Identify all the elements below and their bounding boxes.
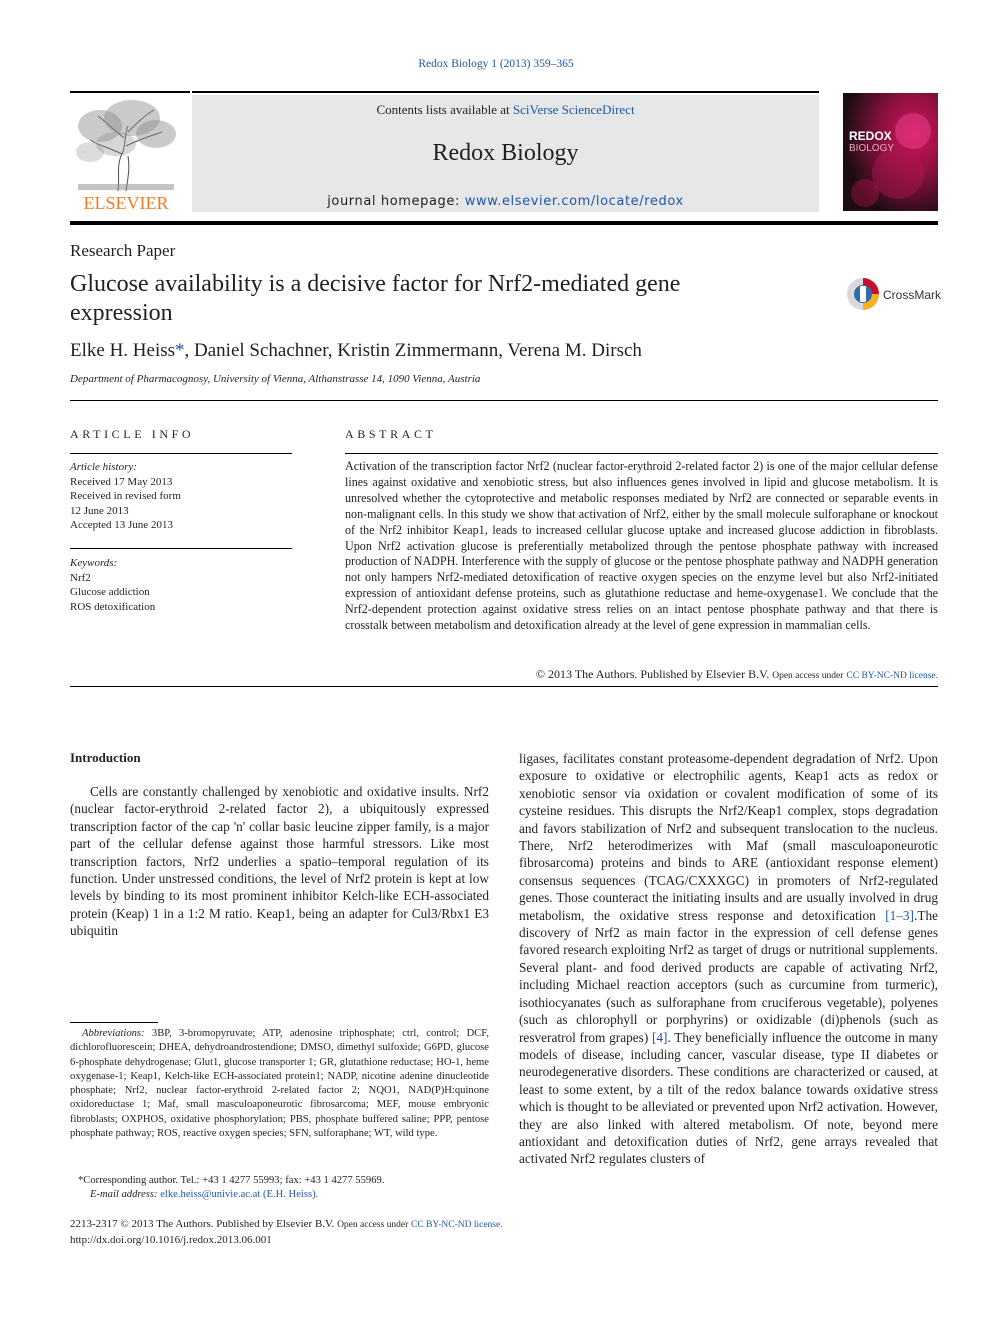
journal-citation[interactable]: Redox Biology 1 (2013) 359–365 [418,58,574,70]
keyword: ROS detoxification [70,600,156,613]
header-top-rule [70,91,190,93]
article-info-rule [70,453,292,454]
body-paragraph [519,750,938,1168]
journal-name: Redox Biology [432,140,579,166]
license-link[interactable]: CC BY-NC-ND license. [411,1220,503,1230]
cover-art [843,93,938,211]
history-line: 12 June 2013 [70,504,129,517]
email-link[interactable]: elke.heiss@univie.ac.at (E.H. Heiss). [160,1189,319,1201]
abbreviations-label: Abbreviations: [82,1028,145,1039]
article-type: Research Paper [70,241,176,260]
open-access-text: Open access under [772,671,844,681]
abstract-end-rule [70,686,938,687]
doi-link[interactable]: http://dx.doi.org/10.1016/j.redox.2013.06.001 [70,1233,272,1246]
cover-title-line2: BIOLOGY [849,143,895,154]
contents-prefix: Contents lists available at [376,102,513,117]
journal-cover-image[interactable] [843,93,938,211]
issn-line: 2213-2317 © 2013 The Authors. Published by Elsevier B.V. [70,1218,335,1230]
keywords-label: Keywords: [70,557,118,569]
history-line: Received 17 May 2013 [70,475,173,488]
bottom-metadata [70,1217,503,1247]
copyright-text: © 2013 The Authors. Published by Elsevier B.V. [535,667,770,681]
masthead-rule [70,221,938,225]
crossmark-badge[interactable] [845,276,941,312]
history-line: Received in revised form [70,490,181,502]
crossmark-icon [847,278,879,310]
cover-title-line1: REDOX [849,129,892,143]
first-author: Elke H. Heiss [70,340,176,361]
reference-link[interactable]: [1–3] [885,907,914,923]
corresponding-author-footnote [70,1174,489,1203]
section-heading-introduction: Introduction [70,750,141,765]
open-access-text: Open access under [337,1220,409,1230]
body-column-left [70,783,489,940]
history-line: Accepted 13 June 2013 [70,519,173,531]
body-text: .The discovery of Nrf2 as main factor in the expression of cell defense genes favored research exploiting Nrf2 as target of drugs or nutritional supplements. Several plant- and food derived products are capable of activating Nrf2, including Michael reaction acceptors (such as curcumine from turmeric), isothiocyanates (such as sulforaphane from cruciferous vegetable), polyenes (such as chlorophyll or porphyrins) or oxidizable (di)phenols (such as resveratrol from grapes) [519,907,938,1045]
homepage-prefix: journal homepage: [327,194,465,209]
article-history [70,460,292,533]
abbreviations-footnote [70,1027,489,1141]
elsevier-logo[interactable] [70,96,182,214]
keyword: Nrf2 [70,571,91,584]
elsevier-tree-icon [70,96,182,214]
corresponding-text: Corresponding author. Tel.: +43 1 4277 55993; fax: +43 1 4277 55969. [83,1175,385,1186]
corresponding-author-mark[interactable]: * [175,340,185,361]
license-link[interactable]: CC BY-NC-ND license. [846,671,938,681]
email-label: E-mail address: [90,1189,158,1201]
reference-link[interactable]: [4] [651,1029,668,1045]
keywords-rule [70,548,292,549]
footnote-rule [70,1022,158,1023]
header-top-rule-center [192,91,819,93]
history-label: Article history: [70,461,137,473]
keywords [70,556,292,614]
contents-line [192,102,819,118]
abbreviations-text: 3BP, 3-bromopyruvate; ATP, adenosine triphosphate; ctrl, control; DCF, dichlorofluorescein; DHEA, dehydroandrostendione; DMSO, dimethyl sulfoxide; G6PD, glucose 6-phosphate dehydrogenase; Glut1, glucose transporter 1; GR, glutathione reductase; HO-1, heme oxygenase-1; Keap1, Kelch-like ECH-associated protein1; NADP, nicotine adenine dinucleotide phosphate; Nrf2, nuclear factor-erythroid 2-related factor 2; NQO1, NAD(P)H:quinone oxidoreductase 1; Maf, small masculoaponeurotic fibrosarcoma; MEF, mouse embryonic fibroblasts; OXPHOS, oxidative phosphorylation; PBS, phosphate buffered saline; PPP, pentose phosphate pathway; ROS, reactive oxygen species; SFN, sulforaphane; WT, wild type. [70,1028,489,1140]
affiliation-rule [70,400,938,401]
abstract-text: Activation of the transcription factor Nrf2 (nuclear factor-erythroid 2-related factor 2) is one of the major cellular defense lines against oxidative and xenobiotic stress, but also influences genes involved in lipid and glucose metabolism. It is unresolved whether the cytoprotective and metabolic responses mediated by Nrf2 are connected or separable events in non-malignant cells. In this study we show that activation of Nrf2, either by the small molecule sulforaphane or knockout of the Nrf2 inhibitor Keap1, leads to increased cellular glucose uptake and increased glucose addiction in fibroblasts. Upon Nrf2 activation glucose is preferentially metabolized through the pentose phosphate pathway with increased production of NADPH. Interference with the supply of glucose or the pentose phosphate pathway and NADPH generation not only hampers Nrf2-mediated detoxification of reactive oxygen species on the enzyme level but also Nrf2-initiated expression of antioxidant defense proteins, such as glutathione reductase and heme-oxygenase1. We conclude that the Nrf2-dependent protection against oxidative stress relies on an intact pentose phosphate pathway and that there is crosstalk between metabolism and detoxification already at the level of gene expression in mammalian cells. [345,459,938,633]
abstract-rule [345,453,938,454]
affiliation: Department of Pharmacognosy, University of Vienna, Althanstrasse 14, 1090 Vienna, Austria [70,373,481,385]
keyword: Glucose addiction [70,586,150,598]
body-text: . They beneficially influence the outcome in many models of disease, including cancer, vascular disease, type II diabetes or neurodegenerative disorders. These conditions are characterized or caused, at least to some extent, by a tilt of the redox balance towards oxidative stress which is thought to be alleviated or prevented upon Nrf2 activation. However, they are also linked with altered metabolism. Of note, beyond mere antioxidant and detoxification duties of Nrf2, gene arrays revealed that activated Nrf2 regulates clusters of [519,1029,938,1167]
sciencedirect-link[interactable]: SciVerse ScienceDirect [512,102,635,117]
other-authors: , Daniel Schachner, Kristin Zimmermann, Verena M. Dirsch [184,340,642,361]
crossmark-label: CrossMark [883,288,941,302]
abstract-copyright [345,667,938,682]
body-text: ligases, facilitates constant proteasome-dependent degradation of Nrf2. Upon exposure to oxidative or electrophilic agents, Keap1 acts as redox or xenobiotic sensor via oxidation or covalent modification of some of its cysteine residues. This disrupts the Nrf2/Keap1 complex, stops degradation and favors stabilization of Nrf2 and subsequent translocation to the nucleus. There, Nrf2 heterodimerizes with Maf (small masculoaponeurotic fibrosarcoma) proteins and binds to ARE (antioxidant response element) consensus sequences (TCAG/CXXXGC) in promoters of Nrf2-regulated genes. Those counteract the initiating insults and are usually involved in drug metabolism, the oxidative stress response and detoxification [519,751,938,923]
article-info-heading: ARTICLE INFO [70,427,195,441]
body-paragraph: Cells are constantly challenged by xenobiotic and oxidative insults. Nrf2 (nuclear factor-erythroid 2-related factor 2), a ubiquitously expressed transcription factor of the cap 'n' collar basic leucine zipper family, is a major part of the cellular defense against those harmful stressors. Like most transcription factors, Nrf2 underlies a spatio–temporal regulation of its function. Under unstressed conditions, the level of Nrf2 protein is kept at low levels by binding to its most prominent inhibitor Kelch-like ECH-associated protein (Keap) 1 in a 1:2 M ratio. Keap1, being an adapter for Cul3/Rbx1 E3 ubiquitin [70,784,489,939]
elsevier-wordmark: ELSEVIER [83,193,169,213]
body-column-right [519,750,938,1168]
homepage-link[interactable]: www.elsevier.com/locate/redox [464,194,684,209]
journal-homepage-line [192,194,819,209]
author-list [70,340,642,362]
footnote-star: * [78,1175,84,1186]
article-title: Glucose availability is a decisive factor for Nrf2-mediated gene expression [70,271,681,326]
abstract-heading: ABSTRACT [345,427,437,441]
